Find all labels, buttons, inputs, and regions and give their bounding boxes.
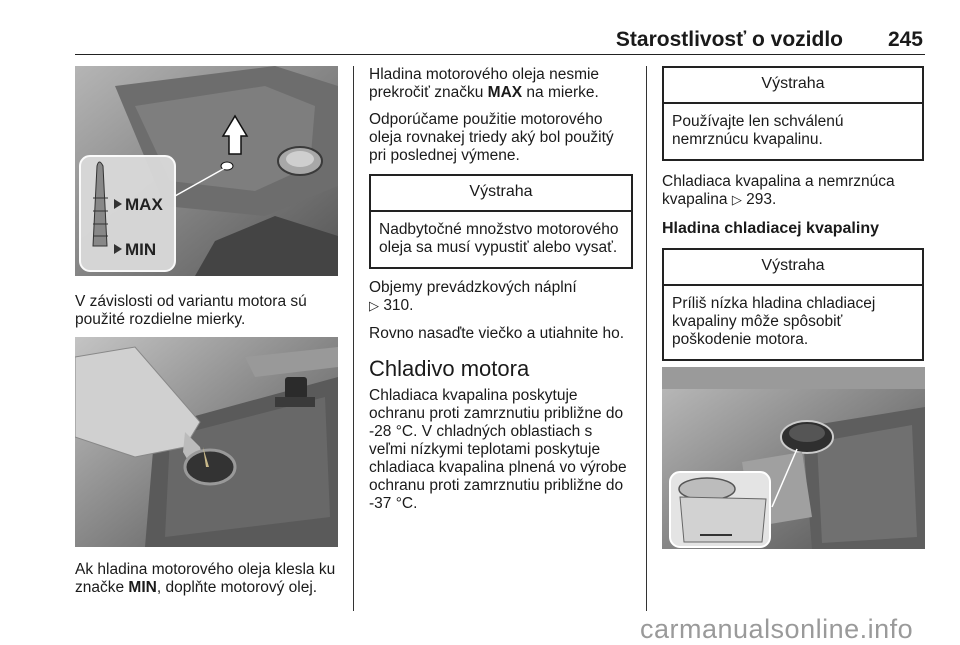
dipstick-photo [75,66,338,276]
heading-coolant: Chladivo motora [369,356,530,381]
page-header [75,28,925,55]
warning-box-coolant-level [662,248,924,361]
min-mark-label: MIN [125,240,157,259]
coolant-reservoir-photo [662,367,925,549]
max-mark-label: MAX [125,195,163,214]
paragraph-oil-recommendation: Odporúčame použitie motorového oleja rovnakej triedy aký bol použitý pri poslednej výmene. [369,111,614,164]
link-page-310[interactable]: 310. [383,297,414,314]
warning-title: Výstraha [664,250,922,286]
caption-1: V závislosti od variantu motora sú použité rozdielne mierky. [75,293,307,328]
page-number: 245 [887,28,923,51]
paragraph-cap: Rovno nasaďte viečko a utiahnite ho. [369,325,625,342]
caption-2: Ak hladina motorového oleja klesla ku značke MIN, doplňte motorový olej. [75,561,336,596]
warning-box-oil [369,174,633,269]
column-1-caption2 [75,561,345,606]
min-mark: MIN [128,579,157,596]
max-mark: MAX [487,84,523,101]
warning-text: Nadbytočné množstvo motorového oleja sa musí vypustiť alebo vysať. [379,221,619,256]
watermark: carmanualsonline.info [640,614,914,644]
oil-filling-photo [75,337,338,547]
link-page-293[interactable]: 293. [746,191,777,208]
section-title: Starostlivosť o vozidlo [615,28,843,51]
paragraph-capacities: Objemy prevádzkových náplní ▷ 310. [369,279,577,314]
warning-title: Výstraha [371,176,631,212]
paragraph-max-level: Hladina motorového oleja nesmie prekročiť značku MAX na mierke. [369,66,600,101]
column-divider [353,66,354,611]
column-2 [369,66,633,522]
column-3 [662,66,924,371]
column-1-caption1 [75,293,343,338]
warning-text: Príliš nízka hladina chladiacej kvapaliny môže spôsobiť poškodenie motora. [672,295,876,348]
paragraph-coolant-protection: Chladiaca kvapalina poskytuje ochranu proti zamrznutiu približne do -28 °C. V chladných oblastiach s veľmi nízkymi teplotami poskytuje chladiaca kvapalina plnená vo výrobe ochranu proti zamrznutiu približne do -37 °C. [369,387,627,512]
warning-title: Výstraha [664,68,922,104]
paragraph-antifreeze-ref: Chladiaca kvapalina a nemrznúca kvapalina ▷ 293. [662,173,895,208]
warning-box-antifreeze [662,66,924,161]
subheading-coolant-level: Hladina chladiacej kvapaliny [662,220,879,237]
page-reference-icon: ▷ [731,193,742,208]
warning-text: Používajte len schválenú nemrznúcu kvapalinu. [672,113,844,148]
column-divider [646,66,647,611]
page-reference-icon: ▷ [369,299,379,314]
